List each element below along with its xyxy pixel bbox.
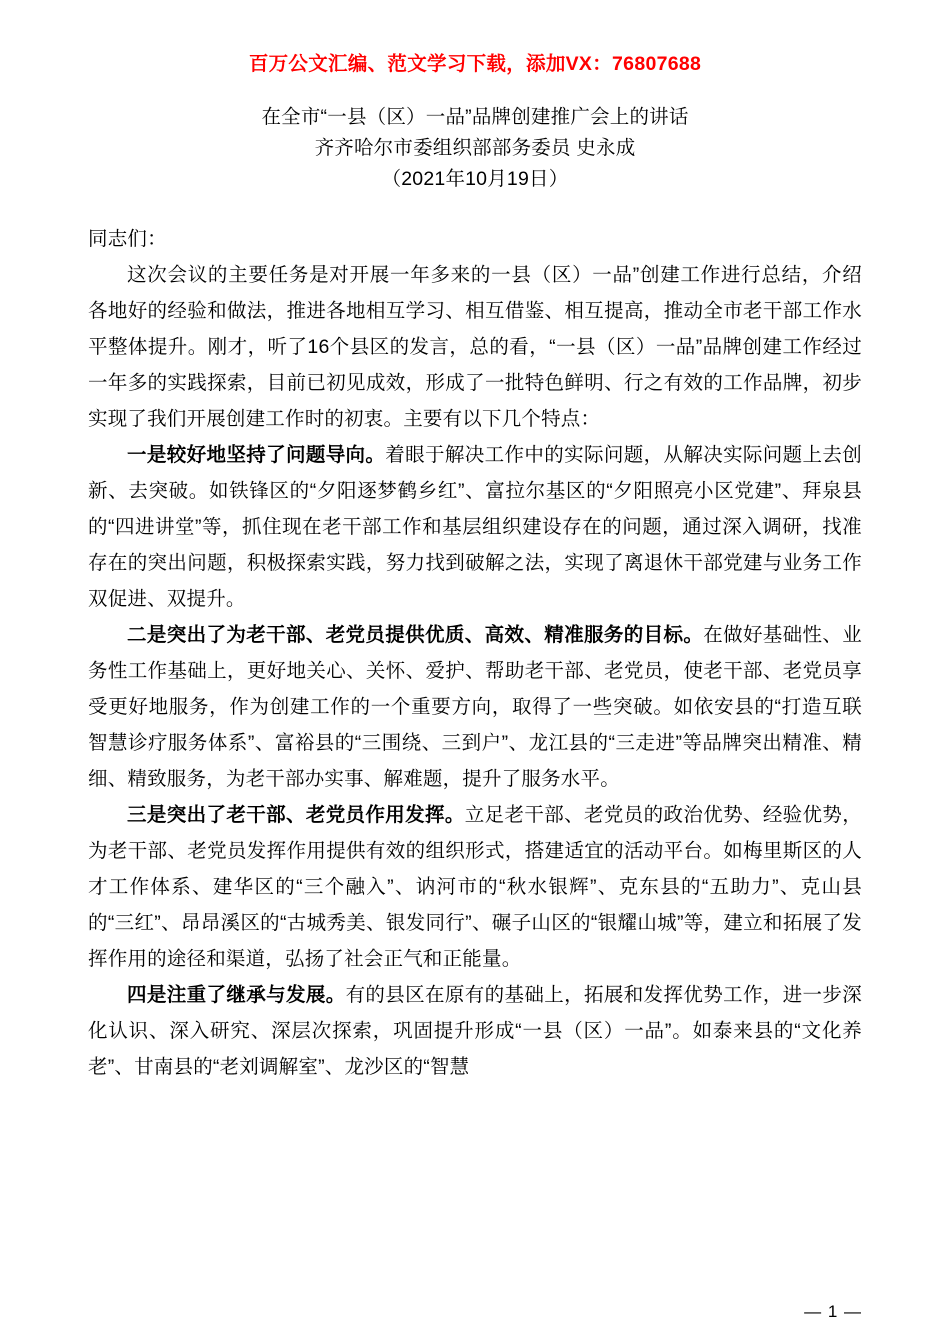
document-body [88, 221, 862, 1085]
point-4-body: 有的县区在原有的基础上，拓展和发挥优势工作，进一步深化认识、深入研究、深层次探索，巩固提升形成“一县（区）一品”。如泰来县的“文化养老”、甘南县的“老刘调解室”、龙沙区的“智慧 [88, 984, 862, 1078]
date-line: （2021年10月19日） [381, 168, 569, 190]
point-3-lead: 三是突出了老干部、老党员作用发挥。 [127, 804, 465, 826]
promo-banner: 百万公文汇编、范文学习下载，添加VX：76807688 [248, 53, 702, 75]
page-title: 在全市“一县（区）一品”品牌创建推广会上的讲话 [261, 106, 689, 128]
point-4-lead: 四是注重了继承与发展。 [127, 984, 346, 1006]
paragraph-point-2 [88, 617, 862, 797]
point-3-body: 立足老干部、老党员的政治优势、经验优势，为老干部、老党员发挥作用提供有效的组织形式，搭建适宜的活动平台。如梅里斯区的人才工作体系、建华区的“三个融入”、讷河市的“秋水银辉”、克东县的“五助力”、克山县的“三红”、昂昂溪区的“古城秀美、银发同行”、碾子山区的“银耀山城”等，建立和拓展了发挥作用的途径和渠道，弘扬了社会正气和正能量。 [88, 804, 862, 970]
point-1-lead: 一是较好地坚持了问题导向。 [127, 444, 386, 466]
page-number: — 1 — [804, 1302, 862, 1321]
paragraph-point-3 [88, 797, 862, 977]
point-1-body: 着眼于解决工作中的实际问题，从解决实际问题上去创新、去突破。如铁锋区的“夕阳逐梦鹤乡红”、富拉尔基区的“夕阳照亮小区党建”、拜泉县的“四进讲堂”等，抓住现在老干部工作和基层组织建设存在的问题，通过深入调研，找准存在的突出问题，积极探索实践，努力找到破解之法，实现了离退休干部党建与业务工作双促进、双提升。 [88, 444, 862, 610]
paragraph-intro: 这次会议的主要任务是对开展一年多来的一县（区）一品”创建工作进行总结，介绍各地好的经验和做法，推进各地相互学习、相互借鉴、相互提高，推动全市老干部工作水平整体提升。刚才，听了16个县区的发言，总的看，“一县（区）一品”品牌创建工作经过一年多的实践探索，目前已初见成效，形成了一批特色鲜明、行之有效的工作品牌，初步实现了我们开展创建工作时的初衷。主要有以下几个特点： [88, 264, 862, 430]
point-2-lead: 二是突出了为老干部、老党员提供优质、高效、精准服务的目标。 [127, 624, 704, 646]
point-2-body: 在做好基础性、业务性工作基础上，更好地关心、关怀、爱护、帮助老干部、老党员，使老干部、老党员享受更好地服务，作为创建工作的一个重要方向，取得了一些突破。如依安县的“打造互联智慧诊疗服务体系”、富裕县的“三围绕、三到户”、龙江县的“三走进”等品牌突出精准、精细、精致服务，为老干部办实事、解难题，提升了服务水平。 [88, 624, 862, 790]
author-line: 齐齐哈尔市委组织部部务委员 史永成 [314, 137, 636, 159]
paragraph-point-1 [88, 437, 862, 617]
document-title-block [88, 102, 862, 195]
paragraph-point-4 [88, 977, 862, 1085]
salutation: 同志们： [88, 228, 167, 250]
